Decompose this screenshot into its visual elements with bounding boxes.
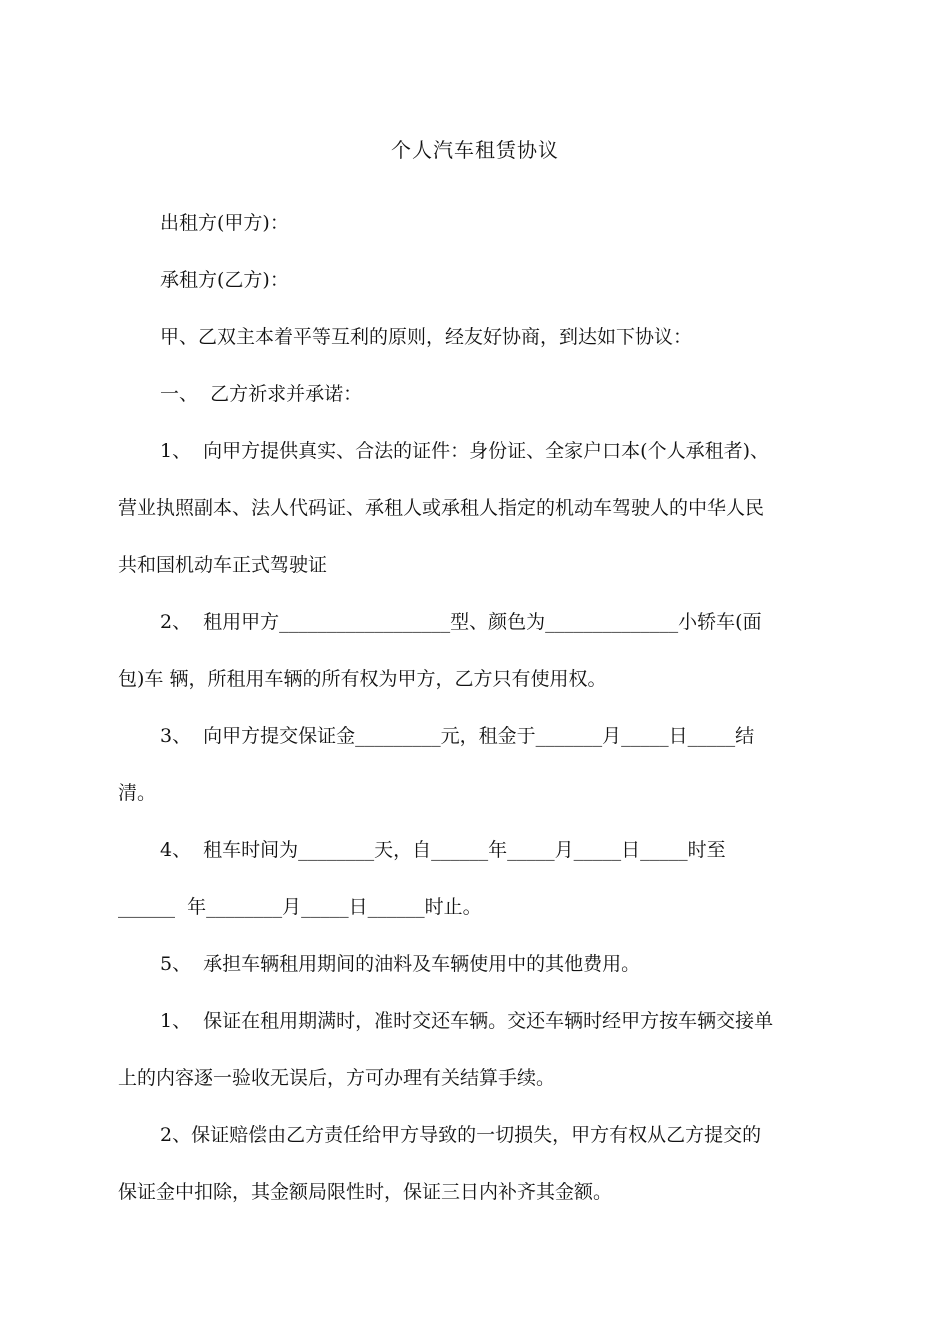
clause-5-line: 5、 承担车辆租用期间的油料及车辆使用中的其他费用。 — [160, 953, 641, 975]
lessee-line: 承租方(乙方)： — [160, 269, 289, 291]
guarantee-2-line-1: 2、保证赔偿由乙方责任给甲方导致的一切损失，甲方有权从乙方提交的 — [160, 1124, 762, 1146]
clause-1-line-1: 1、 向甲方提供真实、合法的证件：身份证、全家户口本(个人承租者)、 — [160, 440, 769, 462]
lessor-line: 出租方(甲方)： — [160, 212, 289, 234]
guarantee-1-line-1: 1、 保证在租用期满时，准时交还车辆。交还车辆时经甲方按车辆交接单 — [160, 1010, 774, 1032]
preamble-line: 甲、乙双主本着平等互利的原则，经友好协商，到达如下协议： — [160, 326, 693, 348]
guarantee-1-line-2: 上的内容逐一验收无误后，方可办理有关结算手续。 — [118, 1067, 556, 1089]
clause-4-line-2: ______ 年________月_____日______时止。 — [118, 896, 482, 918]
clause-1-line-3: 共和国机动车正式驾驶证 — [118, 554, 328, 576]
clause-2-line-2: 包)车 辆，所租用车辆的所有权为甲方，乙方只有使用权。 — [118, 668, 607, 690]
guarantee-2-line-2: 保证金中扣除，其金额局限性时，保证三日内补齐其金额。 — [118, 1181, 613, 1203]
document-title: 个人汽车租赁协议 — [391, 138, 559, 162]
section-heading: 一、 乙方祈求并承诺： — [160, 383, 363, 405]
clause-1-line-2: 营业执照副本、法人代码证、承租人或承租人指定的机动车驾驶人的中华人民 — [118, 497, 765, 519]
clause-3-line-2: 清。 — [118, 782, 157, 804]
clause-3-line-1: 3、 向甲方提交保证金_________元，租金于_______月_____日_____结 — [160, 725, 755, 747]
clause-2-line-1: 2、 租用甲方__________________型、颜色为______________小轿车(面 — [160, 611, 762, 633]
clause-4-line-1: 4、 租车时间为________天，自______年_____月_____日_____时至 — [160, 839, 726, 861]
